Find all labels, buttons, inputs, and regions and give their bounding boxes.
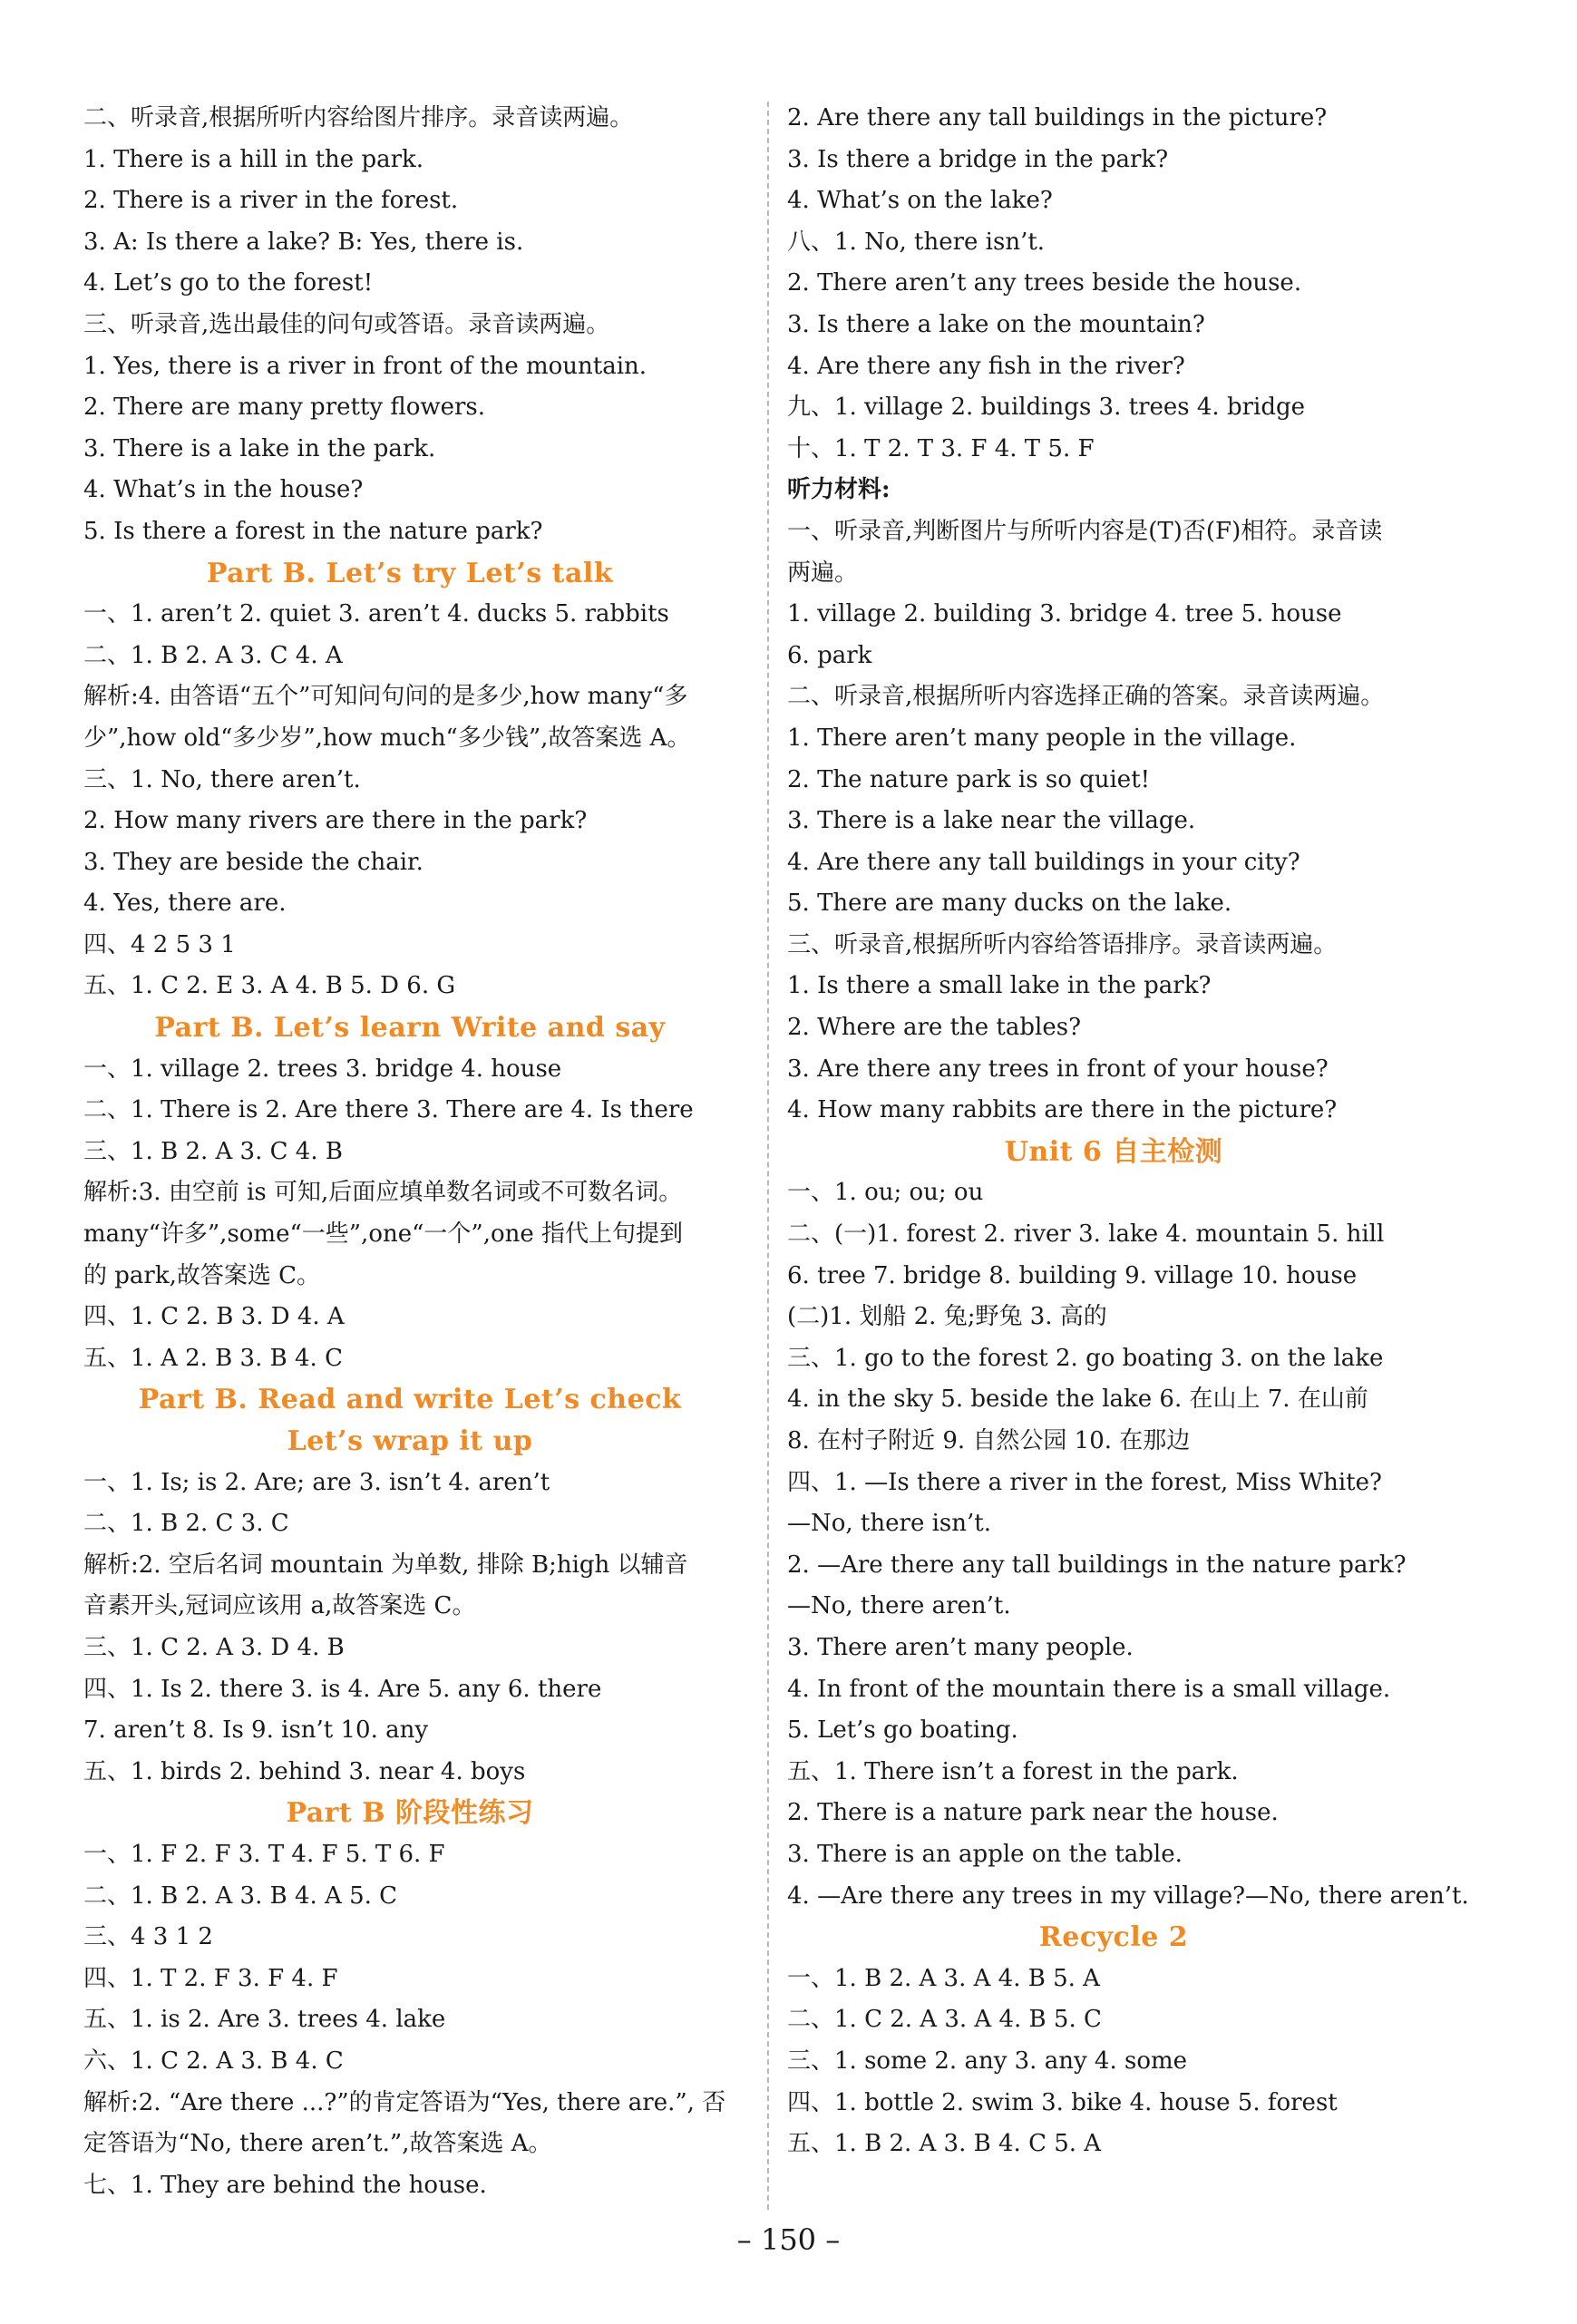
section-heading: Recycle 2 (1038, 1921, 1189, 1954)
text-line: 二、听录音,根据所听内容选择正确的答案。录音读两遍。 (787, 683, 1385, 711)
text-line: 三、听录音,选出最佳的问句或答语。录音读两遍。 (83, 310, 610, 338)
text-line: 3. There is an apple on the table. (787, 1840, 1183, 1868)
text-line: —No, there aren’t. (787, 1592, 1011, 1620)
text-line: 4. —Are there any trees in my village?—No, there aren’t. (787, 1882, 1469, 1910)
text-line: 3. A: Is there a lake? B: Yes, there is. (83, 228, 524, 256)
text-line: 定答语为“No, there aren’t.”,故答案选 A。 (83, 2130, 552, 2158)
text-line: 五、1. There isn’t a forest in the park. (787, 1757, 1239, 1785)
text-line: 3. Are there any trees in front of your house? (787, 1055, 1329, 1083)
text-line: 听力材料: (787, 476, 891, 504)
text-line: 一、1. F 2. F 3. T 4. F 5. T 6. F (83, 1840, 445, 1868)
text-line: 三、听录音,根据所听内容给答语排序。录音读两遍。 (787, 930, 1338, 958)
column-divider (767, 102, 769, 2210)
text-line: 4. Let’s go to the forest! (83, 269, 374, 297)
text-line: 6. park (787, 641, 872, 669)
text-line: 三、4 3 1 2 (83, 1923, 213, 1951)
text-line: 3. They are beside the chair. (83, 848, 423, 876)
text-line: 九、1. village 2. buildings 3. trees 4. bridge (787, 394, 1306, 422)
text-line: 八、1. No, there isn’t. (787, 228, 1046, 256)
text-line: 三、1. B 2. A 3. C 4. B (83, 1137, 343, 1165)
text-line: (二)1. 划船 2. 兔;野兔 3. 高的 (787, 1303, 1107, 1331)
text-line: 解析:4. 由答语“五个”可知问句问的是多少,how many“多 (83, 683, 688, 711)
text-line: 2. Are there any tall buildings in the picture? (787, 104, 1328, 131)
text-line: 一、1. B 2. A 3. A 4. B 5. A (787, 1964, 1100, 1992)
text-line: 3. There is a lake near the village. (787, 807, 1196, 835)
text-line: 7. aren’t 8. Is 9. isn’t 10. any (83, 1716, 429, 1745)
text-line: 4. Yes, there are. (83, 890, 287, 918)
text-line: 三、1. No, there aren’t. (83, 765, 361, 793)
text-line: 4. In front of the mountain there is a small village. (787, 1675, 1391, 1703)
text-line: 四、1. C 2. B 3. D 4. A (83, 1303, 345, 1331)
text-line: 两遍。 (787, 559, 859, 587)
text-line: 一、1. aren’t 2. quiet 3. aren’t 4. ducks 5. rabbits (83, 600, 669, 628)
text-line: 三、1. some 2. any 3. any 4. some (787, 2047, 1188, 2075)
text-line: 2. There is a river in the forest. (83, 187, 459, 215)
text-line: 五、1. B 2. A 3. B 4. C 5. A (787, 2130, 1102, 2158)
text-line: 二、1. C 2. A 3. A 4. B 5. C (787, 2006, 1102, 2034)
left-column (83, 98, 736, 2206)
text-line: 1. There is a hill in the park. (83, 145, 424, 173)
text-line: —No, there isn’t. (787, 1510, 991, 1538)
text-line: 少”,how old“多少岁”,how much“多少钱”,故答案选 A。 (83, 724, 691, 752)
text-line: 三、1. go to the forest 2. go boating 3. on the lake (787, 1344, 1384, 1372)
text-line: 四、1. bottle 2. swim 3. bike 4. house 5. forest (787, 2088, 1338, 2116)
text-line: 解析:2. “Are there ...?”的肯定答语为“Yes, there are.”, 否 (83, 2088, 726, 2116)
text-line: 4. Are there any tall buildings in your city? (787, 848, 1300, 876)
section-heading: Unit 6 自主检测 (1004, 1135, 1223, 1168)
text-line: 二、听录音,根据所听内容给图片排序。录音读两遍。 (83, 104, 634, 131)
text-line: 解析:2. 空后名词 mountain 为单数, 排除 B;high 以辅音 (83, 1551, 688, 1579)
text-line: 四、1. —Is there a river in the forest, Miss White? (787, 1468, 1382, 1496)
text-line: 1. There aren’t many people in the village. (787, 724, 1297, 752)
text-line: many“许多”,some“一些”,one“一个”,one 指代上句提到 (83, 1220, 684, 1249)
text-line: 四、1. Is 2. there 3. is 4. Are 5. any 6. there (83, 1675, 602, 1703)
text-line: 3. There aren’t many people. (787, 1633, 1134, 1661)
text-line: 二、1. B 2. C 3. C (83, 1510, 289, 1538)
text-line: 的 park,故答案选 C。 (83, 1261, 321, 1289)
text-line: 六、1. C 2. A 3. B 4. C (83, 2047, 344, 2075)
text-line: 1. Is there a small lake in the park? (787, 972, 1212, 1000)
text-line: 一、1. Is; is 2. Are; are 3. isn’t 4. aren’t (83, 1468, 550, 1496)
text-line: 五、1. birds 2. behind 3. near 4. boys (83, 1757, 526, 1785)
text-line: 2. There aren’t any trees beside the house. (787, 269, 1302, 297)
section-heading: Part B. Let’s learn Write and say (154, 1012, 666, 1045)
text-line: 6. tree 7. bridge 8. building 9. village 10. house (787, 1261, 1358, 1289)
text-line: 二、1. There is 2. Are there 3. There are 4. Is there (83, 1096, 694, 1124)
text-line: 5. There are many ducks on the lake. (787, 890, 1232, 918)
text-line: 2. How many rivers are there in the park? (83, 807, 588, 835)
text-line: 4. What’s on the lake? (787, 187, 1053, 215)
text-line: 3. There is a lake in the park. (83, 434, 436, 462)
text-line: 七、1. They are behind the house. (83, 2171, 487, 2199)
text-line: 五、1. is 2. Are 3. trees 4. lake (83, 2006, 446, 2034)
page-number: – 150 – (736, 2222, 841, 2257)
section-heading: Let’s wrap it up (287, 1425, 533, 1457)
text-line: 二、1. B 2. A 3. C 4. A (83, 641, 343, 669)
text-line: 五、1. C 2. E 3. A 4. B 5. D 6. G (83, 972, 456, 1000)
text-line: 一、1. ou; ou; ou (787, 1179, 984, 1207)
text-line: 2. There are many pretty flowers. (83, 394, 486, 422)
text-line: 5. Let’s go boating. (787, 1716, 1018, 1745)
text-line: 3. Is there a lake on the mountain? (787, 310, 1205, 338)
text-line: 1. Yes, there is a river in front of the mountain. (83, 352, 647, 380)
text-line: 4. What’s in the house? (83, 476, 364, 504)
text-line: 5. Is there a forest in the nature park? (83, 517, 543, 545)
text-line: 四、1. T 2. F 3. F 4. F (83, 1964, 338, 1992)
section-heading: Part B. Read and write Let’s check (138, 1384, 682, 1416)
text-line: 4. How many rabbits are there in the picture? (787, 1096, 1338, 1124)
text-line: 2. Where are the tables? (787, 1014, 1082, 1042)
text-line: 一、1. village 2. trees 3. bridge 4. house (83, 1055, 562, 1083)
text-line: 四、4 2 5 3 1 (83, 930, 236, 958)
right-column (787, 98, 1469, 2165)
text-line: 解析:3. 由空前 is 可知,后面应填单数名词或不可数名词。 (83, 1179, 683, 1207)
text-line: 1. village 2. building 3. bridge 4. tree 5. house (787, 600, 1342, 628)
text-line: 4. Are there any fish in the river? (787, 352, 1185, 380)
text-line: 一、听录音,判断图片与所听内容是(T)否(F)相符。录音读 (787, 517, 1383, 545)
text-line: 音素开头,冠词应该用 a,故答案选 C。 (83, 1592, 476, 1620)
text-line: 2. There is a nature park near the house. (787, 1799, 1279, 1827)
text-line: 二、(一)1. forest 2. river 3. lake 4. mountain 5. hill (787, 1220, 1385, 1249)
text-line: 4. in the sky 5. beside the lake 6. 在山上 7. 在山前 (787, 1386, 1368, 1414)
text-line: 2. —Are there any tall buildings in the nature park? (787, 1551, 1407, 1579)
section-heading: Part B 阶段性练习 (286, 1797, 534, 1830)
text-line: 8. 在村子附近 9. 自然公园 10. 在那边 (787, 1427, 1191, 1454)
text-line: 三、1. C 2. A 3. D 4. B (83, 1633, 345, 1661)
text-line: 2. The nature park is so quiet! (787, 765, 1151, 793)
text-line: 二、1. B 2. A 3. B 4. A 5. C (83, 1882, 398, 1910)
text-line: 五、1. A 2. B 3. B 4. C (83, 1344, 343, 1372)
section-heading: Part B. Let’s try Let’s talk (206, 557, 614, 589)
text-line: 3. Is there a bridge in the park? (787, 145, 1169, 173)
text-line: 十、1. T 2. T 3. F 4. T 5. F (787, 434, 1095, 462)
